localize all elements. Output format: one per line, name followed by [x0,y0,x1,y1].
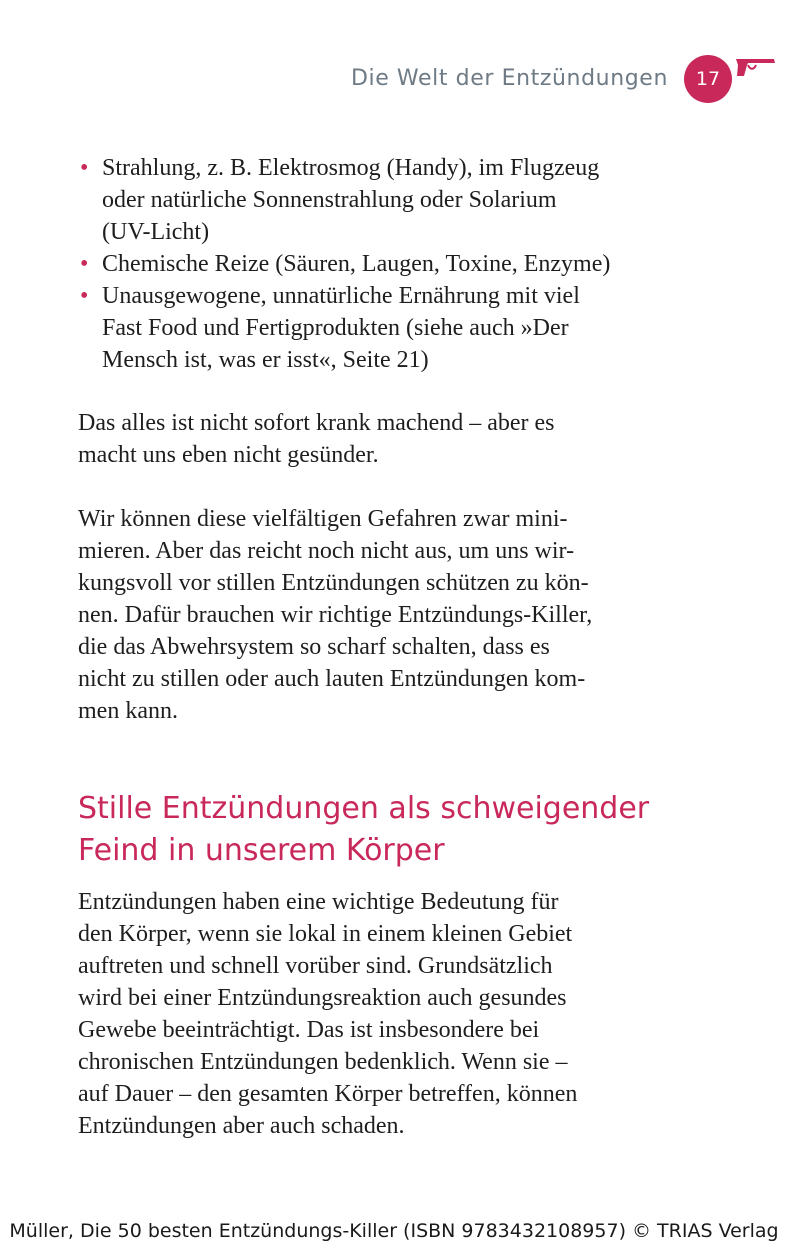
bullet-list [78,152,678,376]
bullet-line: Mensch ist, was er isst«, Seite 21) [102,347,429,373]
text-line: men kann. [78,698,178,724]
text-line: Wir können diese vielfältigen Gefahren zwar mini- [78,506,568,532]
page-number-badge [684,55,732,103]
section-heading [78,788,718,872]
bullet-dot: • [80,251,89,277]
bullet-line: Chemische Reize (Säuren, Laugen, Toxine, Enzyme) [102,251,611,277]
bullet-item [78,280,678,376]
bullet-line: Unausgewogene, unnatürliche Ernährung mit viel [102,283,580,309]
text-line: Gewebe beeinträchtigt. Das ist insbesondere bei [78,1017,540,1043]
bullet-dot: • [80,155,89,181]
text-line: Das alles ist nicht sofort krank machend – aber es [78,410,555,436]
text-line: wird bei einer Entzündungsreaktion auch gesundes [78,985,567,1011]
text-line: den Körper, wenn sie lokal in einem kleinen Gebiet [78,921,573,947]
text-line: chronischen Entzündungen bedenklich. Wenn sie – [78,1049,568,1075]
bullet-line: Fast Food und Fertigprodukten (siehe auch »Der [102,315,569,341]
text-line: Entzündungen aber auch schaden. [78,1113,405,1139]
paragraph-3 [78,886,678,1142]
text-line: nen. Dafür brauchen wir richtige Entzündungs-Killer, [78,602,593,628]
text-line: kungsvoll vor stillen Entzündungen schützen zu kön- [78,570,589,596]
chapter-title: Die Welt der Entzündungen [350,66,668,91]
text-line: die das Abwehrsystem so scharf schalten, dass es [78,634,550,660]
copyright-footer: Müller, Die 50 besten Entzündungs-Killer (ISBN 9783432108957) © TRIAS Verlag [9,1220,779,1242]
text-line: nicht zu stillen oder auch lauten Entzündungen kom- [78,666,586,692]
heading-line: Feind in unserem Körper [78,833,445,868]
text-line: mieren. Aber das reicht noch nicht aus, um uns wir- [78,538,575,564]
bullet-item [78,152,678,248]
pistol-icon [734,56,776,78]
page-number: 17 [695,68,721,90]
bullet-dot: • [80,283,89,309]
text-line: auftreten und schnell vorüber sind. Grundsätzlich [78,953,553,979]
paragraph-1 [78,407,678,471]
paragraph-2 [78,503,678,727]
bullet-item [78,248,678,280]
bullet-line: (UV-Licht) [102,219,210,245]
heading-line: Stille Entzündungen als schweigender [78,791,650,826]
bullet-line: oder natürliche Sonnenstrahlung oder Solarium [102,187,557,213]
text-line: macht uns eben nicht gesünder. [78,442,379,468]
text-line: Entzündungen haben eine wichtige Bedeutung für [78,889,559,915]
text-line: auf Dauer – den gesamten Körper betreffen, können [78,1081,578,1107]
bullet-line: Strahlung, z. B. Elektrosmog (Handy), im Flugzeug [102,155,600,181]
